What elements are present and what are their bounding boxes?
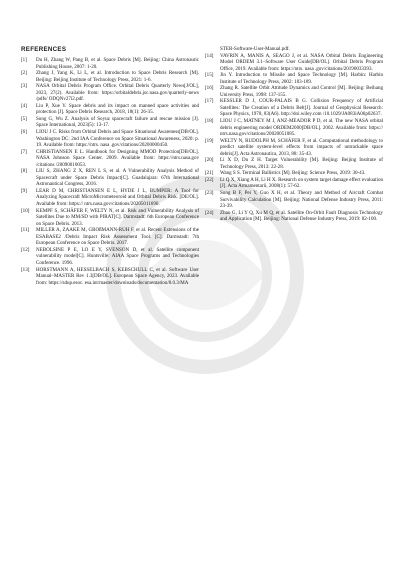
reference-text: HORSTMANN A, HESSELBACH S, KEBSCHULL C, et al. Software User Manual–MASTER Rev 1.3[DB/OL]. European Space Agency, 2023. Available from: https://sdup.esoc. esa.int/master/downloads/documentation/8.0.3/MA bbox=[36, 266, 199, 286]
reference-number: [4] bbox=[21, 102, 27, 109]
reference-item bbox=[21, 70, 199, 83]
reference-item bbox=[205, 118, 383, 138]
reference-number: [23] bbox=[205, 190, 214, 197]
reference-number: [20] bbox=[205, 157, 214, 164]
reference-text: Wang S S. Terminal Ballistics [M]. Beijing: Science Press, 2019: 30-43. bbox=[220, 170, 366, 177]
reference-number: [21] bbox=[205, 170, 214, 177]
references-left-column bbox=[21, 57, 199, 286]
reference-item bbox=[205, 210, 383, 223]
reference-item bbox=[205, 72, 383, 85]
reference-text: Du H, Zhang W, Pang B, et al. Space Debris [M]. Beijing: China Astronautic Publishing House, 2007: 1-20. bbox=[36, 57, 199, 70]
reference-number: [10] bbox=[21, 207, 30, 214]
reference-number: [5] bbox=[21, 115, 27, 122]
reference-number: [14] bbox=[205, 52, 214, 59]
reference-text: STER-Software-User-Manual.pdf. bbox=[220, 46, 290, 52]
reference-item bbox=[205, 53, 383, 73]
reference-text: NASA Orbital Debris Program Office. Orbital Debris Quarterly News[J/OL], 2023, 27(2). Available from: https://orbitaldebris.jsc.nasa.gov/quarterly-news /pdfs/ ODQNv27i2.pdf. bbox=[36, 83, 199, 103]
reference-item bbox=[21, 57, 199, 70]
reference-text: Liu P, Xue Y. Space debris and its impact on manned space activities and protection [J]. Space Debris Research, 2018, 18(1): 26-35. bbox=[36, 102, 199, 116]
reference-item bbox=[205, 85, 383, 98]
reference-item bbox=[21, 149, 199, 169]
reference-item bbox=[21, 208, 199, 228]
reference-item bbox=[21, 103, 199, 116]
reference-text: CHRISTIANSEN E L. Handbook for Designing MMOD Protection[DB/OL]. NASA Johnson Space Center. 2009. Available from: https://ntrs.nasa.gov /citations /20090010053. bbox=[36, 148, 199, 168]
reference-text: LEAR D M, CHRISTIANSEN E L, HYDE J L, BUMPER: A Tool for Analyzing Spacecraft MicroMicrometeoroid and Orbital Debris Risk. [DE/OL]. Available from: https:// ntrs.nasa.gov/citations/20205011690. bbox=[36, 187, 199, 208]
reference-text: VAVRIN A, MANIS A, SEAGO J, et al. NASA Orbital Debris Engineering Model ORDEM 3.1–Software User Guide[DB/OL]. Orbital Debris Program Office, 2019. Available from: https://ntrs. nasa .gov/citations/20190033393. bbox=[220, 52, 383, 72]
reference-text: NEBOLSINE P E, LO E Y, SVENSON D, et al. Satellite component vulnerability model[C]. Huntsville: AIAA Space Programs and Technologies Conference. 1996. bbox=[36, 246, 199, 266]
reference-text: Li Q X, Xiang A H, Li H X. Research on system target damage effect evaluation [J]. Acta Armamentarii, 2008(1): 57-62. bbox=[220, 176, 383, 190]
reference-text: LIOU J C. Risks from Orbital Debris and Space Situational Awareness[DB/OL]. Washington DC: 2nd IAA Conference on Space Situational Awareness, 2020: p. 19. Available from: https://ntrs. nasa .gov/citations/20200000450. bbox=[36, 129, 199, 149]
reference-item bbox=[205, 98, 383, 118]
reference-text: Zhang J, Yang K, Li L, et al. Introduction to Space Debris Research [M]. Beijing: Beijing Institute of Technology Press, 2021: 1-6. bbox=[36, 70, 199, 83]
reference-text: LIOU J C, MATNEY M J, ANZ-MEADOR P D, et al. The new NASA orbital debris engineering model ORDEM2000[DB/OL]. 2002. Available from: https:// ntrs.nasa.gov/citations/20020051085. bbox=[220, 118, 383, 138]
reference-number: [8] bbox=[21, 168, 27, 175]
reference-text: KESSLER D J, COUR-PALAIS B G. Collision Frequency of Artificial Satellites: The Creation of a Debris Belt[J]. Journal of Geophysical Research: Space Physics, 1978, 83(A6). http://doi.wiley.com /10.1029/JA083iA06p02637. bbox=[220, 98, 383, 118]
reference-item bbox=[21, 247, 199, 267]
reference-text: KEMPF S, SCHÄFER F, WELTY N, et al. Risk and Vulnerability Analysis of Satellites Due to MM/SD with PIRAT[C]. Darmstadt: 6th European Conference on Space Debris. 2013. bbox=[36, 207, 199, 227]
reference-number: [11] bbox=[21, 227, 30, 234]
reference-item bbox=[21, 129, 199, 149]
reference-number: [1] bbox=[21, 57, 27, 63]
reference-number: [12] bbox=[21, 246, 30, 253]
reference-number: [16] bbox=[205, 85, 214, 92]
reference-item bbox=[21, 227, 199, 247]
reference-item bbox=[205, 190, 383, 210]
reference-number: [24] bbox=[205, 209, 214, 216]
reference-item bbox=[21, 188, 199, 208]
reference-item bbox=[205, 138, 383, 158]
reference-number: [17] bbox=[205, 98, 214, 105]
reference-number: [6] bbox=[21, 129, 27, 136]
references-heading: REFERENCES bbox=[21, 46, 67, 53]
reference-text: Zhang R. Satellite Orbit Attitude Dynamics and Control [M]. Beijing: Beihang University Press, 1998: 137-155. bbox=[220, 85, 383, 98]
reference-text: Jin Y. Introduction to Missile and Space Technology [M]. Harbin: Harbin Institute of Technology Press, 2002: 183-189. bbox=[220, 72, 383, 85]
reference-number: [22] bbox=[205, 176, 214, 183]
reference-number: [15] bbox=[205, 72, 214, 79]
reference-item bbox=[21, 83, 199, 103]
reference-text: Song B F, Pei Y, Guo X H, et al. Theory and Method of Aircraft Combat Survivability Calculation [M]. Beijing: National Defense Industry Press, 2011: 23-39. bbox=[220, 190, 383, 210]
reference-text: WELTY N, RUDOLPH M, SCHÄFER F, et al. Computational methodology to predict satellite system-level effects from impacts of untrackable space debris[J]. Acta Astronautica, 2013, 88: 35-43. bbox=[220, 137, 383, 157]
reference-item bbox=[21, 116, 199, 129]
reference-text: MILLER A, ZAAKE M, GROßMANN-RUH F, et al. Recent Extensions of the ESABASE2 /Debris Impact Risk Assessment Tool. [C]. Darmstadt: 7th European Conference on Space Debris. 2017. bbox=[36, 227, 199, 247]
reference-number: [3] bbox=[21, 83, 27, 90]
reference-number: [2] bbox=[21, 70, 27, 77]
reference-number: [13] bbox=[21, 266, 30, 273]
reference-number: [19] bbox=[205, 137, 214, 144]
reference-text: Zhao G, Li Y Q, Xu M Q, et al. Satellite On-Orbit Fault Diagnosis Technology and Application [M]. Beijing: National Defense Industry Press, 2019: 82-100. bbox=[220, 209, 383, 223]
reference-text: Song G, Wu Z. Analysis of Soyuz spacecraft failure and rescue mission [J]. Space International, 2023(5): 13-17. bbox=[36, 115, 199, 129]
reference-item bbox=[21, 267, 199, 287]
reference-number: [7] bbox=[21, 148, 27, 155]
references-right-column bbox=[205, 46, 383, 223]
reference-item bbox=[205, 157, 383, 170]
reference-number: [18] bbox=[205, 118, 214, 125]
reference-number: [9] bbox=[21, 187, 27, 194]
reference-item bbox=[21, 168, 199, 188]
reference-text: LIU S, ZHANG Z X, REN L S, et al. A Vulnerability Analysis Method of Spacecraft under Space Debris Impact[C]. Guadalajara: 67th International Astronautical Congress, 2016. bbox=[36, 168, 199, 188]
reference-text: Li X D, Du Z H. Target Vulnerability [M]. Beijing: Beijing Institute of Technology Press, 2013: 22-28. bbox=[220, 157, 383, 170]
reference-item bbox=[205, 177, 383, 190]
